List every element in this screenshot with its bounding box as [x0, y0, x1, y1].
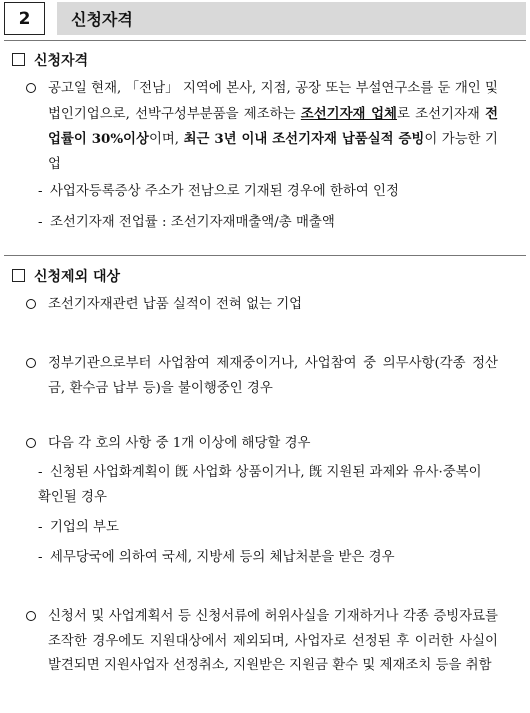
- circle-bullet-icon: [26, 299, 36, 309]
- exclusion-sub-3: - 세무당국에 의하여 국세, 지방세 등의 체납처분을 받은 경우: [38, 550, 395, 565]
- exclusion-item-2: 정부기관으로부터 사업참여 제재중이거나, 사업참여 중 의무사항(각종 정산금, 환수금 납부 등)을 불이행중인 경우: [26, 352, 498, 401]
- eligibility-item: [26, 77, 498, 177]
- checkbox-square-icon: [12, 269, 25, 282]
- circle-bullet-icon: [26, 358, 36, 368]
- heading-exclusions: [12, 266, 120, 286]
- circle-bullet-icon: [26, 83, 36, 93]
- divider: [4, 255, 526, 256]
- eligibility-sub-2: - 조선기자재 전업률 : 조선기자재매출액/총 매출액: [38, 215, 335, 230]
- section-header: [4, 2, 526, 35]
- checkbox-square-icon: [12, 53, 25, 66]
- exclusion-item-1: 조선기자재관련 납품 실적이 전혀 없는 기업: [26, 293, 498, 318]
- heading-exclusions-text: 신청제외 대상: [34, 269, 121, 285]
- exclusion-sub-2: - 기업의 부도: [38, 520, 119, 535]
- circle-bullet-icon: [26, 611, 36, 621]
- exclusion-item-3: 다음 각 호의 사항 중 1개 이상에 해당할 경우: [26, 432, 498, 457]
- section-number: 2: [4, 2, 45, 35]
- heading-eligibility-text: 신청자격: [34, 53, 89, 69]
- circle-bullet-icon: [26, 438, 36, 448]
- divider: [4, 40, 526, 41]
- eligibility-sub-1: - 사업자등록증상 주소가 전남으로 기재된 경우에 한하여 인정: [38, 184, 399, 199]
- exclusion-sub-1: - 신청된 사업화계획이 旣 사업화 상품이거나, 旣 지원된 과제와 유사·중복이 확인될 경우: [38, 465, 482, 505]
- section-title: 신청자격: [57, 2, 526, 35]
- exclusion-item-4: 신청서 및 사업계획서 등 신청서류에 허위사실을 기재하거나 각종 증빙자료를 조작한 경우에도 지원대상에서 제외되며, 사업자로 선정된 후 이러한 사실이 발견되면 지원사업자 선정취소, 지원받은 지원금 환수 및 제재조치 등을 취함: [26, 605, 498, 679]
- eligibility-item-text: 공고일 현재, 「전남」 지역에 본사, 지점, 공장 또는 부설연구소를 둔 개인 및 법인기업으로, 선박구성부분품을 제조하는 조선기자재 업체로 조선기자재 전업률이 30%이상이며, 최근 3년 이내 조선기자재 납품실적 증빙이 가능한 기업: [48, 81, 498, 172]
- heading-eligibility: [12, 50, 88, 70]
